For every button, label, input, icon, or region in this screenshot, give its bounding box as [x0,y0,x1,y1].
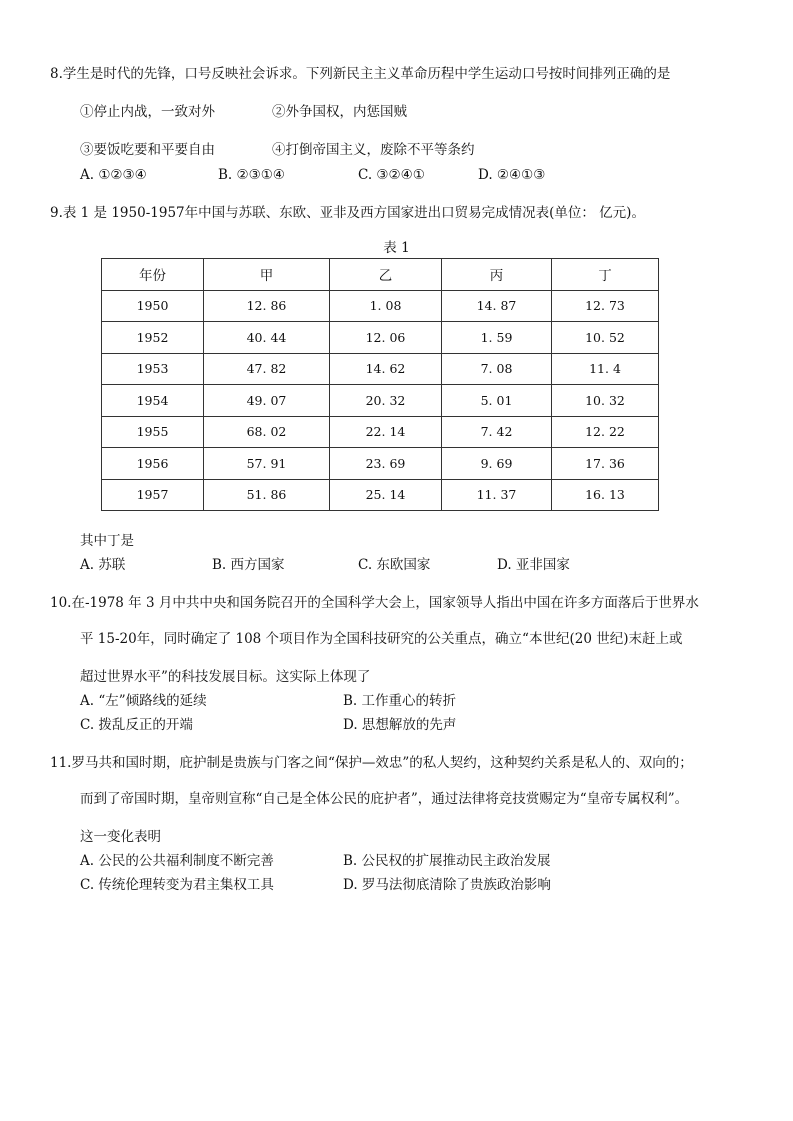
q9-option-a: A. 苏联 [80,557,126,573]
table-row [102,353,659,385]
q8-option-b: B. ②③①④ [218,167,285,183]
table-cell-year: 1957 [102,479,204,511]
table-cell-value: 57. 91 [204,448,330,480]
trade-table [101,258,659,511]
q8-stem: 8.学生是时代的先锋，口号反映社会诉求。下列新民主主义革命历程中学生运动口号按时间排列正确的是 [50,66,671,82]
table-cell-year: 1955 [102,416,204,448]
table-cell-value: 17. 36 [552,448,659,480]
q11-option-d: D. 罗马法彻底清除了贵族政治影响 [343,877,551,893]
q11-line-3: 这一变化表明 [80,829,161,845]
table-cell-value: 22. 14 [330,416,442,448]
table-cell-value: 11. 4 [552,353,659,385]
table-cell-value: 40. 44 [204,322,330,354]
q9-stem: 9.表 1 是 1950-1957年中国与苏联、东欧、亚非及西方国家进出口贸易完成情况表(单位： 亿元)。 [50,205,645,221]
q8-item-4: ④打倒帝国主义，废除不平等条约 [272,142,475,158]
table-cell-value: 12. 06 [330,322,442,354]
table-cell-value: 11. 37 [442,479,552,511]
q10-option-a: A. “左”倾路线的延续 [80,693,207,709]
table-cell-year: 1953 [102,353,204,385]
table-cell-year: 1954 [102,385,204,417]
q8-item-2: ②外争国权，内惩国贼 [272,104,407,120]
table-cell-value: 12. 22 [552,416,659,448]
table-cell-value: 12. 86 [204,290,330,322]
header-jia: 甲 [204,259,330,291]
table-cell-value: 51. 86 [204,479,330,511]
q10-option-d: D. 思想解放的先声 [343,717,457,733]
table-cell-value: 14. 87 [442,290,552,322]
header-ding: 丁 [552,259,659,291]
q8-item-1: ①停止内战，一致对外 [80,104,215,120]
table-row [102,448,659,480]
q9-question: 其中丁是 [80,533,134,549]
table-cell-value: 23. 69 [330,448,442,480]
q11-option-c: C. 传统伦理转变为君主集权工具 [80,877,274,893]
table-cell-year: 1952 [102,322,204,354]
q10-line-3: 超过世界水平”的科技发展目标。这实际上体现了 [80,669,371,685]
table-cell-value: 5. 01 [442,385,552,417]
q8-option-c: C. ③②④① [358,167,425,183]
q10-line-1: 10.在-1978 年 3 月中共中央和国务院召开的全国科学大会上，国家领导人指出中国在许多方面落后于世界水 [50,595,699,611]
table-cell-value: 7. 42 [442,416,552,448]
table-cell-value: 16. 13 [552,479,659,511]
table-row [102,416,659,448]
q9-option-c: C. 东欧国家 [358,557,431,573]
q10-line-2: 平 15-20年，同时确定了 108 个项目作为全国科技研究的公关重点，确立“本世纪(20 世纪)末赶上或 [80,631,683,647]
q9-option-d: D. 亚非国家 [497,557,570,573]
q10-option-c: C. 拨乱反正的开端 [80,717,193,733]
q8-option-d: D. ②④①③ [478,167,546,183]
table-cell-value: 10. 32 [552,385,659,417]
table-cell-value: 68. 02 [204,416,330,448]
q11-option-b: B. 公民权的扩展推动民主政治发展 [343,853,551,869]
header-year: 年份 [102,259,204,291]
table-row [102,385,659,417]
table-header-row [102,259,659,291]
q10-option-b: B. 工作重心的转折 [343,693,457,709]
q8-option-a: A. ①②③④ [80,167,147,183]
q9-option-b: B. 西方国家 [212,557,285,573]
header-yi: 乙 [330,259,442,291]
q8-item-3: ③要饭吃要和平要自由 [80,142,215,158]
table-cell-value: 14. 62 [330,353,442,385]
table-caption: 表 1 [383,240,410,256]
table-cell-value: 1. 59 [442,322,552,354]
table-cell-value: 49. 07 [204,385,330,417]
header-bing: 丙 [442,259,552,291]
table-cell-value: 9. 69 [442,448,552,480]
table-row [102,479,659,511]
table-cell-year: 1956 [102,448,204,480]
q11-option-a: A. 公民的公共福利制度不断完善 [80,853,274,869]
table-cell-year: 1950 [102,290,204,322]
table-cell-value: 47. 82 [204,353,330,385]
table-row [102,322,659,354]
table-cell-value: 10. 52 [552,322,659,354]
q11-line-2: 而到了帝国时期，皇帝则宣称“自己是全体公民的庇护者”，通过法律将竞技赏赐定为“皇帝专属权利”。 [80,791,689,807]
table-cell-value: 12. 73 [552,290,659,322]
table-row [102,290,659,322]
table-cell-value: 7. 08 [442,353,552,385]
table-cell-value: 1. 08 [330,290,442,322]
q11-line-1: 11.罗马共和国时期，庇护制是贵族与门客之间“保护—效忠”的私人契约，这种契约关系是私人的、双向的； [50,755,693,771]
table-cell-value: 25. 14 [330,479,442,511]
table-cell-value: 20. 32 [330,385,442,417]
